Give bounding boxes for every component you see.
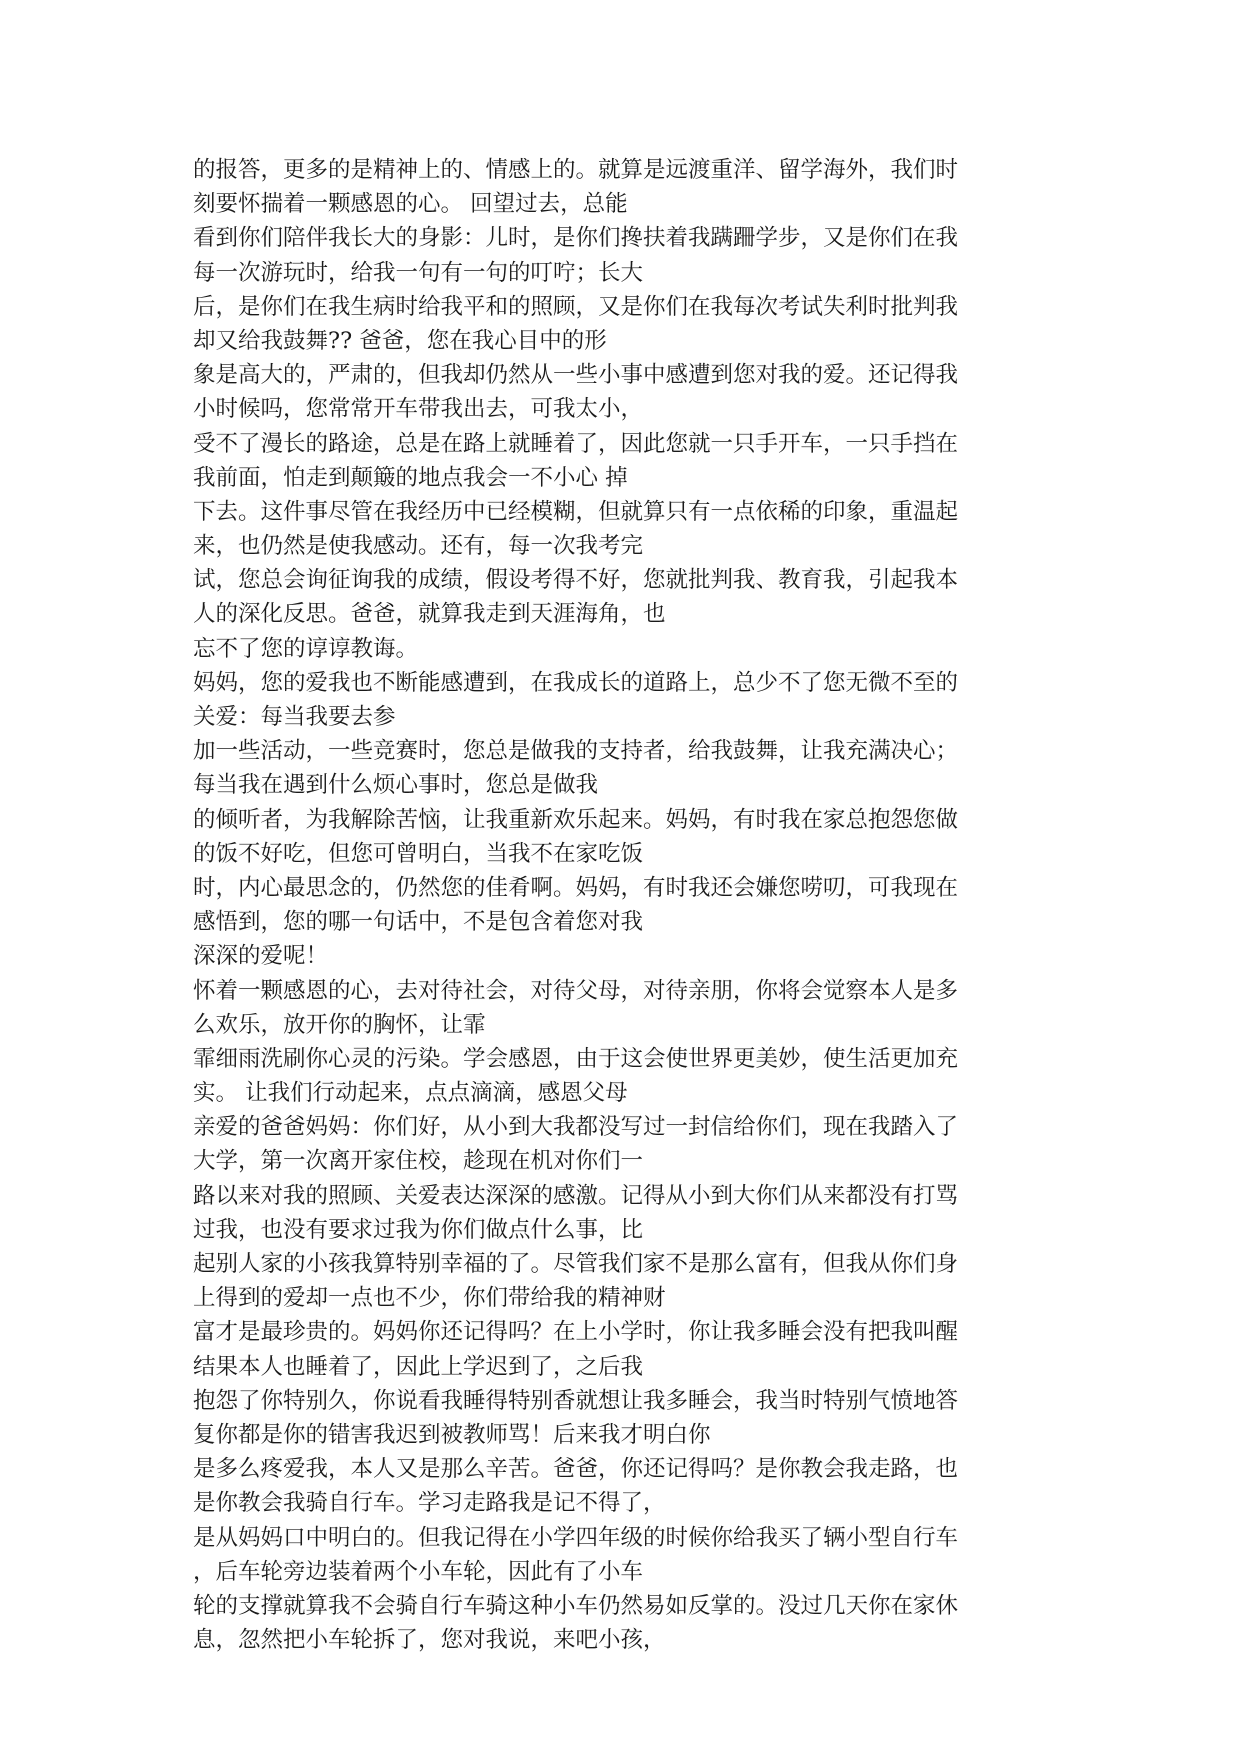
text-line: 加一些活动，一些竞赛时，您总是做我的支持者，给我鼓舞，让我充满决心； xyxy=(193,738,959,765)
text-line: 息，忽然把小车轮拆了，您对我说，来吧小孩， xyxy=(193,1627,666,1654)
text-line: 实。 让我们行动起来，点点滴滴，感恩父母 xyxy=(193,1080,628,1107)
text-line: 却又给我鼓舞?? 爸爸，您在我心目中的形 xyxy=(193,327,607,354)
text-line: 每当我在遇到什么烦心事时，您总是做我 xyxy=(193,772,599,799)
text-line: 每一次游玩时，给我一句有一句的叮咛；长大 xyxy=(193,259,644,286)
text-line: 下去。这件事尽管在我经历中已经模糊，但就算只有一点依稀的印象，重温起 xyxy=(193,498,959,525)
text-line: 路以来对我的照顾、关爱表达深深的感激。记得从小到大你们从来都没有打骂 xyxy=(193,1182,959,1209)
text-line: 轮的支撑就算我不会骑自行车骑这种小车仍然易如反掌的。没过几天你在家休 xyxy=(193,1592,959,1619)
text-line: 是从妈妈口中明白的。但我记得在小学四年级的时候你给我买了辆小型自行车 xyxy=(193,1524,959,1551)
text-line: 是你教会我骑自行车。学习走路我是记不得了， xyxy=(193,1490,666,1517)
text-line: 么欢乐，放开你的胸怀，让霏 xyxy=(193,1011,486,1038)
text-line: 亲爱的爸爸妈妈：你们好，从小到大我都没写过一封信给你们，现在我踏入了 xyxy=(193,1114,959,1141)
text-line: 看到你们陪伴我长大的身影：儿时，是你们搀扶着我蹒跚学步，又是你们在我 xyxy=(193,225,959,252)
text-line: 后，是你们在我生病时给我平和的照顾，又是你们在我每次考试失利时批判我 xyxy=(193,293,959,320)
text-line: 富才是最珍贵的。妈妈你还记得吗？在上小学时，你让我多睡会没有把我叫醒 xyxy=(193,1319,959,1346)
text-line: 忘不了您的谆谆教诲。 xyxy=(193,635,419,662)
text-line: 来，也仍然是使我感动。还有，每一次我考完 xyxy=(193,533,644,560)
text-line: 关爱：每当我要去参 xyxy=(193,704,396,730)
text-line: 刻要怀揣着一颗感恩的心。 回望过去，总能 xyxy=(193,191,628,218)
text-line: 起别人家的小孩我算特别幸福的了。尽管我们家不是那么富有，但我从你们身 xyxy=(193,1251,959,1277)
text-line: 是多么疼爱我，本人又是那么辛苦。爸爸，你还记得吗？是你教会我走路，也 xyxy=(193,1456,959,1483)
text-line: ，后车轮旁边装着两个小车轮，因此有了小车 xyxy=(193,1558,644,1585)
text-line: 受不了漫长的路途，总是在路上就睡着了，因此您就一只手开车，一只手挡在 xyxy=(193,430,959,457)
text-line: 结果本人也睡着了，因此上学迟到了，之后我 xyxy=(193,1353,644,1380)
text-line: 象是高大的，严肃的，但我却仍然从一些小事中感遭到您对我的爱。还记得我 xyxy=(193,362,959,389)
text-line: 的饭不好吃，但您可曾明白，当我不在家吃饭 xyxy=(193,840,644,867)
text-line: 我前面，怕走到颠簸的地点我会一不小心 掉 xyxy=(193,464,628,491)
text-line: 抱怨了你特别久，你说看我睡得特别香就想让我多睡会，我当时特别气愤地答 xyxy=(193,1387,959,1414)
text-line: 大学，第一次离开家住校，趁现在机对你们一 xyxy=(193,1148,644,1175)
text-line: 时，内心最思念的，仍然您的佳肴啊。妈妈，有时我还会嫌您唠叨，可我现在 xyxy=(193,874,959,901)
text-line: 试，您总会询征询我的成绩，假设考得不好，您就批判我、教育我，引起我本 xyxy=(193,567,959,594)
text-line: 上得到的爱却一点也不少，你们带给我的精神财 xyxy=(193,1285,666,1312)
text-line: 小时候吗，您常常开车带我出去，可我太小， xyxy=(193,396,644,423)
text-line: 怀着一颗感恩的心，去对待社会，对待父母，对待亲朋，你将会觉察本人是多 xyxy=(193,977,959,1004)
text-line: 过我，也没有要求过我为你们做点什么事，比 xyxy=(193,1216,644,1243)
text-line: 的报答，更多的是精神上的、情感上的。就算是远渡重洋、留学海外，我们时 xyxy=(193,157,959,183)
text-line: 霏细雨洗刷你心灵的污染。学会感恩，由于这会使世界更美妙，使生活更加充 xyxy=(193,1045,959,1072)
text-line: 的倾听者，为我解除苦恼，让我重新欢乐起来。妈妈，有时我在家总抱怨您做 xyxy=(193,806,959,833)
text-line: 感悟到，您的哪一句话中，不是包含着您对我 xyxy=(193,909,644,936)
body-text xyxy=(193,153,1073,1657)
text-line: 复你都是你的错害我迟到被教师骂！后来我才明白你 xyxy=(193,1421,711,1448)
text-line: 妈妈，您的爱我也不断能感遭到，在我成长的道路上，总少不了您无微不至的 xyxy=(193,669,959,696)
text-line: 人的深化反思。爸爸，就算我走到天涯海角，也 xyxy=(193,601,666,628)
text-line: 深深的爱呢！ xyxy=(193,943,329,970)
